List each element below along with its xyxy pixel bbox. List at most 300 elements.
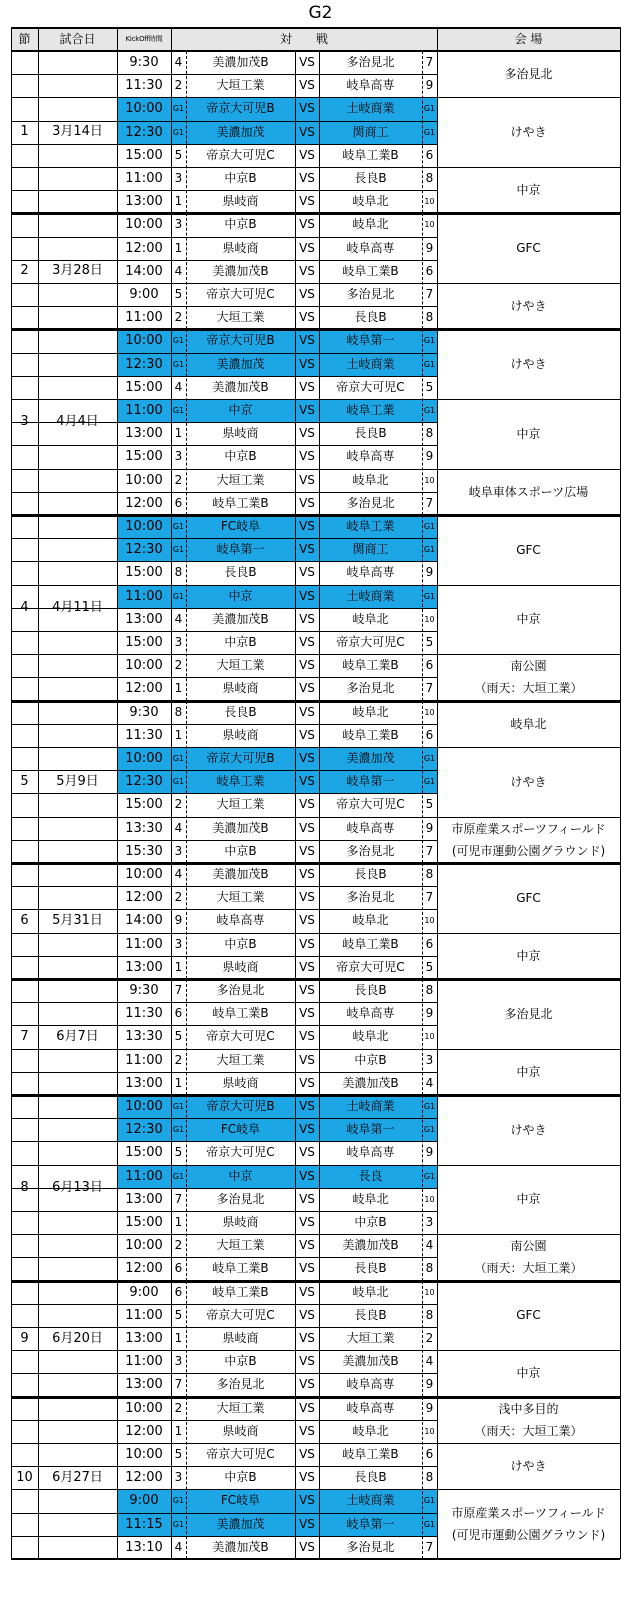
match-date: 6月20日	[52, 1330, 103, 1346]
section-number: 10	[16, 1469, 33, 1485]
column-line	[171, 701, 172, 863]
away-team: 岐阜北	[352, 913, 389, 928]
home-team: 美濃加茂B	[212, 611, 269, 626]
kickoff-time: 10:00	[125, 658, 163, 674]
kickoff-time: 12:30	[117, 770, 171, 793]
home-team: 県岐商	[222, 1075, 259, 1090]
home-team-number: 1	[174, 727, 183, 742]
away-team-number: G1	[422, 353, 437, 376]
home-team: 帝京大可児B	[186, 1095, 295, 1118]
away-team-number: 10	[424, 475, 435, 485]
away-team: 岐阜高専	[346, 449, 395, 464]
vs-label: VS	[299, 1400, 315, 1415]
home-team-number: 7	[174, 983, 183, 997]
kickoff-time: 12:00	[125, 1470, 163, 1486]
home-team: 大垣工業	[216, 472, 265, 487]
kickoff-time: 13:00	[125, 1331, 163, 1346]
vs-label: VS	[299, 867, 315, 881]
home-team-number: G1	[171, 121, 186, 144]
away-team-number: 9	[425, 565, 434, 580]
vs-label: VS	[299, 658, 315, 673]
column-line	[295, 329, 296, 515]
away-team-number: G1	[422, 585, 437, 608]
home-team: 大垣工業	[216, 797, 265, 812]
vs-label: VS	[295, 329, 319, 352]
away-team: 長良	[319, 1165, 422, 1188]
kickoff-time: 15:00	[125, 379, 163, 395]
column-line	[171, 1397, 172, 1559]
kickoff-time: 14:00	[125, 913, 163, 929]
venue-cell	[437, 329, 620, 399]
table-bottom-border	[11, 1558, 620, 1560]
home-team-number: 6	[174, 495, 183, 510]
home-team: 県岐商	[222, 681, 259, 696]
home-team: 帝京大可児C	[206, 1307, 275, 1322]
home-team: 県岐商	[222, 194, 259, 209]
away-team-number: G1	[422, 1489, 437, 1512]
vs-label: VS	[299, 890, 315, 905]
kickoff-time: 12:00	[125, 495, 163, 511]
home-team-number: G1	[171, 747, 186, 770]
column-line	[171, 1095, 172, 1281]
column-line	[117, 863, 118, 979]
column-line	[620, 515, 621, 701]
away-team-number: 9	[425, 1145, 434, 1160]
home-team: 帝京大可児C	[206, 1029, 275, 1044]
home-team-number: 2	[174, 310, 183, 325]
away-team-number: 10	[424, 1426, 435, 1436]
home-team: FC岐阜	[186, 1489, 295, 1512]
header-column-line	[38, 27, 39, 51]
section-number: 7	[20, 1029, 29, 1044]
home-team: 中京B	[224, 635, 257, 649]
home-team-number: 6	[174, 1284, 183, 1299]
home-team: 県岐商	[222, 1215, 259, 1229]
away-team: 多治見北	[346, 890, 395, 905]
away-team-number: 7	[425, 1539, 434, 1554]
vs-label: VS	[299, 611, 315, 626]
home-team-number: G1	[171, 1095, 186, 1118]
column-line	[11, 1397, 12, 1559]
section-number: 1	[20, 124, 29, 139]
home-team-number: 7	[174, 1191, 183, 1206]
table-top-border	[11, 27, 620, 29]
venue-separator	[437, 1489, 620, 1490]
kickoff-time: 11:00	[125, 171, 163, 186]
away-team: 岐阜北	[352, 217, 389, 232]
away-team-number: G1	[422, 747, 437, 770]
venue-separator	[437, 399, 620, 400]
vs-label: VS	[299, 913, 315, 928]
column-line	[117, 515, 118, 701]
column-line	[437, 1095, 438, 1281]
away-team: 長良B	[354, 867, 387, 881]
kickoff-time: 15:00	[125, 635, 163, 650]
kickoff-time: 15:00	[125, 565, 163, 581]
vs-label: VS	[299, 1238, 315, 1253]
vs-label: VS	[299, 1331, 315, 1345]
venue-name: 中京	[516, 183, 541, 198]
venue-name: GFC	[516, 890, 541, 905]
column-line	[437, 51, 438, 213]
home-team: 帝京大可児C	[206, 147, 275, 162]
home-team: 岐阜第一	[186, 538, 295, 561]
venue-cell	[437, 399, 620, 469]
away-team-number: 7	[425, 843, 434, 858]
venue-separator	[437, 1443, 620, 1444]
venue-separator	[437, 283, 620, 284]
away-team: 岐阜工業B	[342, 147, 399, 162]
home-team-number: 3	[174, 217, 183, 232]
venue-name: 中京	[516, 1366, 541, 1381]
vs-label: VS	[299, 55, 315, 69]
vs-label: VS	[299, 1423, 315, 1438]
away-team: 土岐商業	[319, 97, 422, 120]
vs-label: VS	[299, 797, 315, 812]
vs-label: VS	[299, 704, 315, 719]
away-team-number: 10	[424, 1287, 435, 1297]
match-date: 5月9日	[56, 773, 99, 789]
away-team: 土岐商業	[319, 585, 422, 608]
vs-label: VS	[299, 147, 315, 162]
venue-cell	[437, 1165, 620, 1235]
home-team-number: 5	[174, 1447, 183, 1461]
column-line	[171, 515, 172, 701]
away-team: 多治見北	[346, 681, 395, 696]
section-separator	[11, 700, 620, 703]
column-line	[11, 51, 12, 213]
column-line	[11, 1281, 12, 1397]
venue-separator	[437, 1350, 620, 1351]
venue-name: 中京	[516, 948, 541, 963]
column-dashed-line	[186, 329, 187, 515]
kickoff-time: 10:00	[125, 867, 163, 882]
home-team: 美濃加茂	[186, 353, 295, 376]
away-team-number: 9	[425, 1400, 434, 1415]
column-line	[295, 213, 296, 329]
away-team-number: 7	[425, 495, 434, 510]
away-team-number: G1	[422, 399, 437, 422]
venue-separator	[437, 167, 620, 168]
header-venue: 会 場	[437, 27, 620, 51]
venue-cell	[437, 1049, 620, 1095]
home-team: FC岐阜	[186, 1118, 295, 1141]
home-team-number: 5	[174, 1029, 183, 1044]
venue-name: けやき	[510, 357, 547, 372]
column-line	[319, 863, 320, 979]
away-team-number: G1	[422, 1513, 437, 1536]
vs-label: VS	[299, 1029, 315, 1044]
vs-label: VS	[295, 1118, 319, 1141]
vs-label: VS	[299, 194, 315, 209]
column-line	[117, 1397, 118, 1559]
home-team-number: 1	[174, 681, 183, 696]
home-team: 中京B	[224, 217, 257, 232]
away-team: 岐阜高専	[346, 820, 395, 835]
home-team-number: 6	[174, 1261, 183, 1276]
vs-label: VS	[299, 1307, 315, 1322]
match-date: 4月4日	[56, 414, 99, 430]
away-team: 美濃加茂B	[342, 1238, 399, 1253]
home-team-number: 1	[174, 1075, 183, 1090]
column-line	[38, 1397, 39, 1559]
venue-name: 市原産業スポーツフィールド	[451, 821, 606, 836]
home-team-number: 2	[174, 1238, 183, 1253]
kickoff-time: 9:00	[129, 1284, 159, 1300]
away-team: 岐阜工業	[319, 399, 422, 422]
vs-label: VS	[295, 538, 319, 561]
home-team-number: 1	[174, 1331, 183, 1345]
away-team: 岐阜高専	[346, 1377, 395, 1392]
venue-cell	[437, 515, 620, 585]
vs-label: VS	[299, 681, 315, 696]
kickoff-time: 10:00	[117, 1095, 171, 1118]
away-team-number: 5	[425, 797, 434, 812]
kickoff-time: 13:00	[125, 1377, 163, 1393]
home-team-number: 2	[174, 78, 183, 93]
away-team-number: 6	[425, 1447, 434, 1461]
kickoff-time: 15:00	[125, 1145, 163, 1161]
home-team-number: 6	[174, 1006, 183, 1021]
column-line	[437, 979, 438, 1095]
away-team: 岐阜工業	[319, 515, 422, 538]
kickoff-time: 13:00	[125, 611, 163, 627]
vs-label: VS	[299, 1261, 315, 1276]
venue-name: （雨天：大垣工業）	[474, 1423, 583, 1438]
vs-label: VS	[295, 399, 319, 422]
away-team-number: 9	[425, 1377, 434, 1392]
kickoff-time: 15:00	[125, 449, 163, 465]
away-team: 帝京大可児C	[336, 797, 405, 812]
column-line	[117, 1095, 118, 1281]
venue-name: GFC	[516, 1308, 541, 1323]
home-team: 県岐商	[222, 727, 259, 742]
away-team-number: 8	[425, 310, 434, 325]
home-team-number: 1	[174, 1423, 183, 1438]
column-line	[295, 51, 296, 213]
column-line	[319, 1281, 320, 1397]
header-date: 試合日	[38, 27, 117, 51]
column-dashed-line	[186, 213, 187, 329]
column-line	[295, 863, 296, 979]
section-number: 8	[20, 1180, 29, 1195]
column-line	[171, 1281, 172, 1397]
vs-label: VS	[299, 263, 315, 278]
home-team-number: 4	[174, 611, 183, 626]
kickoff-time: 12:30	[117, 1118, 171, 1141]
away-team: 岐阜北	[352, 1029, 389, 1044]
away-team: 多治見北	[346, 495, 395, 510]
away-team-number: G1	[422, 770, 437, 793]
home-team-number: G1	[171, 329, 186, 352]
home-team-number: 4	[174, 1539, 183, 1554]
home-team-number: G1	[171, 770, 186, 793]
venue-cell	[437, 469, 620, 515]
column-line	[38, 979, 39, 1095]
away-team: 帝京大可児C	[336, 379, 405, 394]
kickoff-time: 13:00	[125, 1075, 163, 1091]
kickoff-time: 12:00	[125, 890, 163, 906]
venue-separator	[437, 933, 620, 934]
venue-separator	[437, 97, 620, 98]
venue-name: 南公園	[510, 659, 547, 674]
venue-name: けやき	[510, 299, 547, 314]
away-team: 長良B	[354, 171, 387, 185]
venue-cell	[437, 283, 620, 329]
away-team-number: G1	[422, 1165, 437, 1188]
kickoff-time: 13:00	[125, 959, 163, 975]
venue-cell	[437, 97, 620, 167]
header-column-line	[620, 27, 621, 51]
home-team-number: 1	[174, 959, 183, 974]
column-line	[620, 1095, 621, 1281]
home-team-number: 1	[174, 240, 183, 255]
column-line	[11, 515, 12, 701]
home-team-number: G1	[171, 1118, 186, 1141]
away-team-number: G1	[422, 1118, 437, 1141]
vs-label: VS	[295, 1489, 319, 1512]
schedule-title: G2	[308, 3, 333, 23]
home-team: 美濃加茂	[186, 121, 295, 144]
vs-label: VS	[299, 1447, 315, 1461]
away-team: 岐阜高専	[346, 78, 395, 93]
away-team: 美濃加茂	[319, 747, 422, 770]
kickoff-time: 10:00	[125, 217, 163, 233]
column-line	[295, 1397, 296, 1559]
column-line	[295, 515, 296, 701]
column-line	[38, 1281, 39, 1397]
away-team: 多治見北	[346, 55, 395, 69]
column-line	[620, 701, 621, 863]
column-line	[171, 51, 172, 213]
home-team: 県岐商	[222, 1423, 259, 1438]
kickoff-time: 13:30	[125, 820, 163, 836]
column-line	[11, 863, 12, 979]
column-line	[319, 213, 320, 329]
away-team-number: 8	[425, 1307, 434, 1322]
venue-name: 南公園	[510, 1239, 547, 1254]
away-team: 長良B	[354, 983, 387, 997]
column-dashed-line	[422, 1095, 423, 1281]
vs-label: VS	[299, 449, 315, 464]
column-line	[11, 701, 12, 863]
venue-name: 中京	[516, 1064, 541, 1079]
kickoff-time: 15:00	[125, 1215, 163, 1230]
vs-label: VS	[299, 78, 315, 93]
column-line	[38, 1095, 39, 1281]
away-team-number: 2	[425, 1331, 434, 1345]
away-team-number: 8	[425, 1470, 434, 1485]
column-line	[171, 213, 172, 329]
kickoff-time: 10:00	[117, 747, 171, 770]
column-line	[620, 213, 621, 329]
home-team: 美濃加茂B	[212, 1539, 269, 1554]
column-dashed-line	[186, 979, 187, 1095]
home-team-number: G1	[171, 1513, 186, 1536]
away-team: 岐阜北	[352, 704, 389, 719]
venue-name: 多治見北	[504, 1006, 553, 1021]
vs-label: VS	[299, 1354, 315, 1369]
kickoff-time: 9:30	[129, 704, 159, 720]
home-team: 岐阜工業B	[212, 495, 269, 510]
away-team-number: 10	[424, 1194, 435, 1204]
header-match: 対 戦	[171, 27, 437, 51]
vs-label: VS	[299, 983, 315, 997]
kickoff-time: 12:00	[125, 1423, 163, 1439]
column-line	[319, 515, 320, 701]
vs-label: VS	[295, 770, 319, 793]
vs-label: VS	[299, 217, 315, 232]
match-date: 5月31日	[52, 913, 103, 928]
vs-label: VS	[299, 1145, 315, 1160]
kickoff-time: 10:00	[117, 515, 171, 538]
away-team-number: 5	[425, 379, 434, 394]
away-team: 岐阜第一	[319, 329, 422, 352]
match-date: 6月27日	[52, 1469, 103, 1485]
kickoff-time: 12:30	[117, 121, 171, 144]
column-line	[11, 979, 12, 1095]
venue-name: けやき	[510, 1459, 547, 1474]
home-team-number: 3	[174, 635, 183, 649]
venue-separator	[437, 1049, 620, 1050]
kickoff-time: 10:00	[125, 472, 163, 488]
match-date: 3月14日	[52, 124, 103, 139]
vs-label: VS	[299, 379, 315, 394]
away-team-number: 8	[425, 426, 434, 441]
vs-label: VS	[299, 1377, 315, 1392]
vs-label: VS	[299, 287, 315, 301]
vs-label: VS	[299, 635, 315, 649]
vs-label: VS	[295, 97, 319, 120]
match-date: 3月28日	[52, 263, 103, 279]
header-column-line	[11, 27, 12, 51]
kickoff-time: 15:30	[125, 843, 163, 859]
vs-label: VS	[299, 171, 315, 185]
away-team: 岐阜工業B	[342, 727, 399, 742]
home-team: 帝京大可児C	[206, 1145, 275, 1160]
column-dashed-line	[422, 51, 423, 213]
venue-name: 市原産業スポーツフィールド	[451, 1506, 606, 1521]
column-line	[38, 515, 39, 701]
home-team-number: 4	[174, 263, 183, 278]
home-team: 美濃加茂B	[212, 55, 269, 69]
column-line	[437, 329, 438, 515]
header-column-line	[437, 27, 438, 51]
vs-label: VS	[299, 1075, 315, 1090]
vs-label: VS	[299, 1284, 315, 1299]
section-separator	[11, 1094, 620, 1097]
column-dashed-line	[422, 213, 423, 329]
column-line	[171, 329, 172, 515]
home-team: 大垣工業	[216, 1238, 265, 1253]
away-team: 岐阜北	[352, 1423, 389, 1438]
away-team: 岐阜高専	[346, 1006, 395, 1021]
home-team-number: G1	[171, 399, 186, 422]
away-team-number: 3	[425, 1215, 434, 1229]
section-number: 9	[20, 1330, 29, 1346]
venue-separator	[437, 654, 620, 655]
column-line	[319, 979, 320, 1095]
home-team: 大垣工業	[216, 78, 265, 93]
away-team-number: 8	[425, 867, 434, 881]
kickoff-time: 11:00	[117, 1165, 171, 1188]
away-team: 岐阜北	[352, 194, 389, 209]
away-team-number: G1	[422, 329, 437, 352]
venue-cell	[437, 747, 620, 817]
away-team-number: 4	[425, 1075, 434, 1090]
away-team-number: 8	[425, 983, 434, 997]
section-number: 3	[20, 414, 29, 430]
